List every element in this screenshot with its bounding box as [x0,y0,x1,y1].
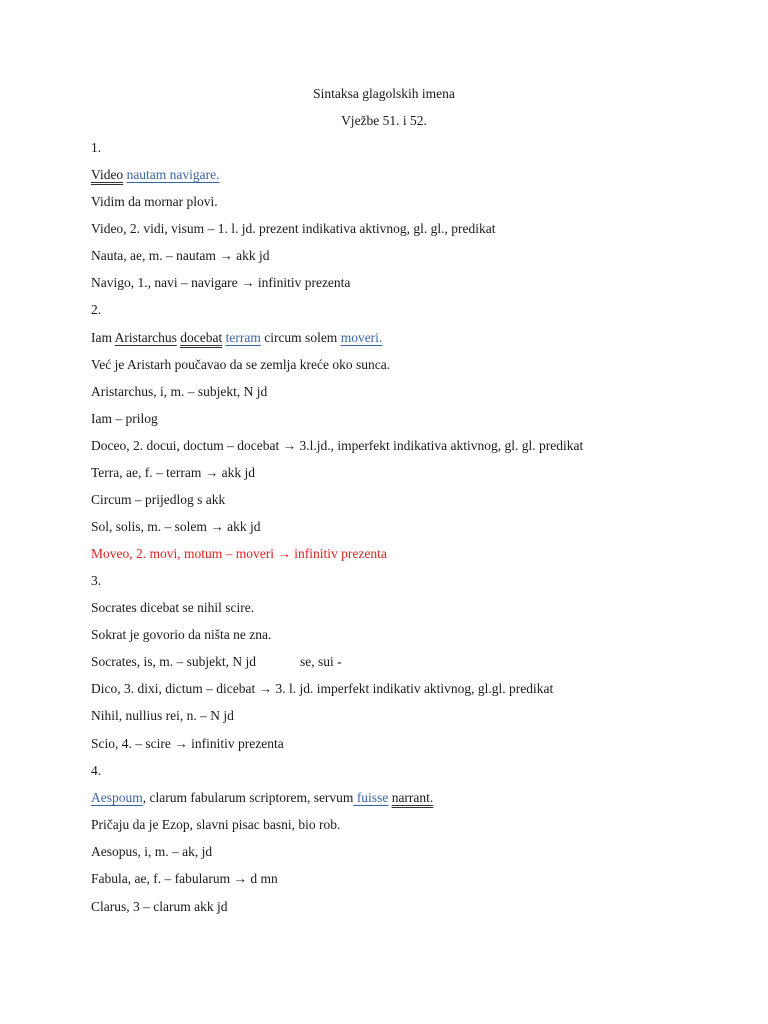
subject-word: Aristarchus [114,330,177,345]
object-phrase: nautam navigare. [126,167,220,182]
infinitive-word: fuisse [353,790,389,805]
object-word: terram [225,330,261,345]
exercise-2-analysis-2: Iam – prilog [91,411,158,426]
exercise-2-analysis-5: Circum – prijedlog s akk [91,492,226,507]
exercise-3-analysis-4: Scio, 4. – scire → infinitiv prezenta [91,736,284,751]
document-title: Sintaksa glagolskih imena [313,86,455,101]
exercise-4-analysis-1: Aesopus, i, m. – ak, jd [91,844,213,859]
exercise-2-translation: Već je Aristarh poučavao da se zemlja kreće oko sunca. [91,357,391,372]
accusative-subject-word: Aespoum [91,790,143,805]
exercise-3-analysis-1 [91,653,342,671]
sentence-text: circum solem [260,330,341,345]
exercise-2-analysis-7: Moveo, 2. movi, motum – moveri → infinitiv prezenta [91,546,387,561]
exercise-number-4: 4. [91,763,102,778]
predicate-word: docebat [180,330,223,345]
predicate-word: narrant. [391,790,434,805]
sentence-text: , clarum fabularum scriptorem, servum [142,790,354,805]
infinitive-word: moveri. [340,330,383,345]
analysis-text: Socrates, is, m. – subjekt, N jd [91,654,256,669]
exercise-3-analysis-2: Dico, 3. dixi, dictum – dicebat → 3. l. jd. imperfekt indikativ aktivnog, gl.gl. predikat [91,681,554,696]
exercise-4-translation: Pričaju da je Ezop, slavni pisac basni, bio rob. [91,817,341,832]
exercise-4-sentence [91,789,433,807]
document-subtitle: Vježbe 51. i 52. [341,113,427,128]
exercise-1-sentence [91,166,220,184]
exercise-3-analysis-3: Nihil, nullius rei, n. – N jd [91,708,234,723]
sentence-text: Iam [91,330,115,345]
exercise-number-3: 3. [91,573,102,588]
predicate-word: Video [91,167,124,182]
exercise-1-analysis-3: Navigo, 1., navi – navigare → infinitiv prezenta [91,275,351,290]
exercise-2-analysis-1: Aristarchus, i, m. – subjekt, N jd [91,384,268,399]
analysis-note: se, sui - [300,654,342,669]
exercise-number-2: 2. [91,302,102,317]
exercise-3-sentence: Socrates dicebat se nihil scire. [91,600,255,615]
exercise-3-translation: Sokrat je govorio da ništa ne zna. [91,627,272,642]
exercise-1-analysis-1: Video, 2. vidi, visum – 1. l. jd. prezent indikativa aktivnog, gl. gl., predikat [91,221,496,236]
exercise-4-analysis-3: Clarus, 3 – clarum akk jd [91,899,228,914]
exercise-number-1: 1. [91,140,102,155]
exercise-2-analysis-6: Sol, solis, m. – solem → akk jd [91,519,261,534]
exercise-2-sentence [91,329,382,347]
exercise-1-analysis-2: Nauta, ae, m. – nautam → akk jd [91,248,270,263]
exercise-2-analysis-3: Doceo, 2. docui, doctum – docebat → 3.l.jd., imperfekt indikativa aktivnog, gl. gl. predikat [91,438,584,453]
exercise-4-analysis-2: Fabula, ae, f. – fabularum → d mn [91,871,278,886]
exercise-1-translation: Vidim da mornar plovi. [91,194,218,209]
exercise-2-analysis-4: Terra, ae, f. – terram → akk jd [91,465,255,480]
